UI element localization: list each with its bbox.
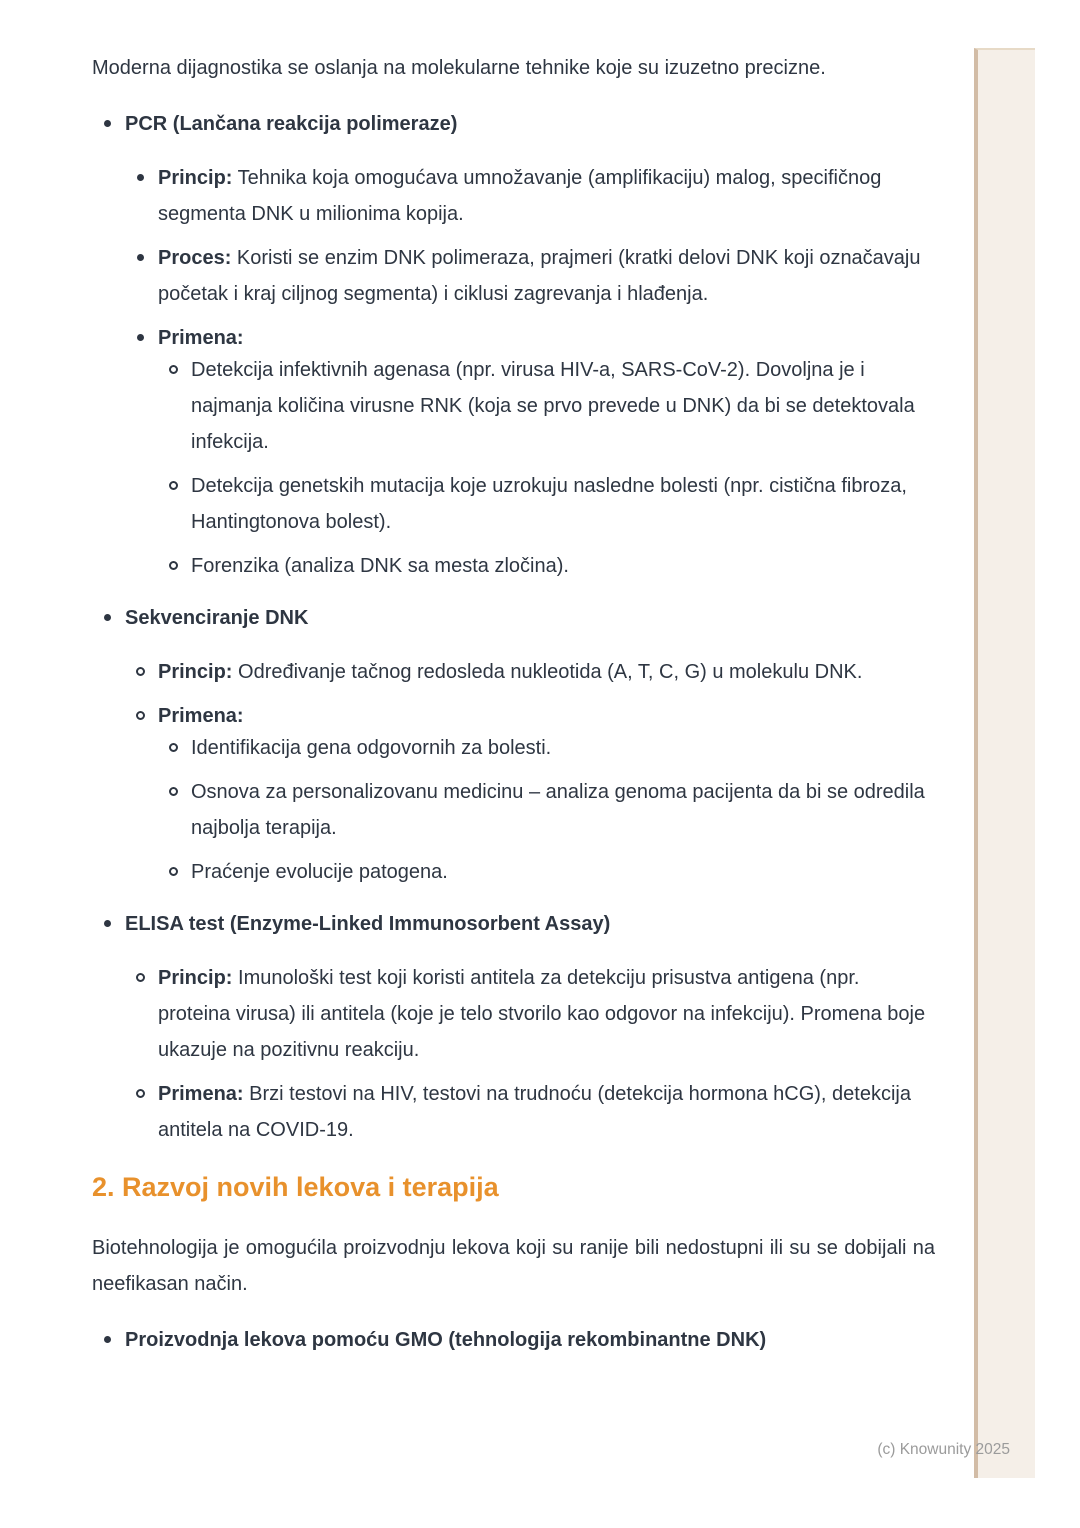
pcr-proces-item [125, 240, 935, 312]
primena-text: Brzi testovi na HIV, testovi na trudnoću (detekcija hormona hCG), detekcija antitela na COVID-19. [158, 1083, 911, 1141]
biotech-paragraph: Biotehnologija je omogućila proizvodnju lekova koji su ranije bili nedostupni ili su se dobijali na neefikasan način. [92, 1237, 935, 1295]
footer-copyright: (c) Knowunity 2025 [877, 1441, 1010, 1458]
princip-label: Princip: [158, 967, 233, 989]
pcr-primena-item-3: Forenzika (analiza DNK sa mesta zločina). [158, 548, 935, 584]
gmo-title: Proizvodnja lekova pomoću GMO (tehnologija rekombinantne DNK) [125, 1329, 767, 1351]
sekvenciranje-princip-item [125, 654, 935, 690]
princip-text: Tehnika koja omogućava umnožavanje (amplifikaciju) malog, specifičnog segmenta DNK u milionima kopija. [158, 167, 882, 225]
princip-text: Određivanje tačnog redosleda nukleotida (A, T, C, G) u molekulu DNK. [232, 661, 863, 683]
elisa-primena-item [125, 1076, 935, 1148]
sekvenciranje-primena-item-2: Osnova za personalizovanu medicinu – analiza genoma pacijenta da bi se odredila najbolja terapija. [158, 774, 935, 846]
pcr-primena-sublist [158, 352, 935, 584]
princip-text: Imunološki test koji koristi antitela za detekciju prisustva antigena (npr. proteina virusa) ili antitela (koje je telo stvorilo kao odgovor na infekciju). Promena boje ukazuje na pozitivnu reakciju. [158, 967, 926, 1061]
sekvenciranje-primena-item-1: Identifikacija gena odgovornih za bolesti. [158, 730, 935, 766]
primena-label: Primena: [158, 327, 244, 349]
elisa-sublist [125, 960, 935, 1148]
primena-label: Primena: [158, 1083, 244, 1105]
section2-list [92, 1322, 935, 1358]
sekvenciranje-primena-sublist [158, 730, 935, 890]
section-heading: 2. Razvoj novih lekova i terapija [92, 1172, 499, 1202]
proces-text: Koristi se enzim DNK polimeraza, prajmeri (kratki delovi DNK koji označavaju početak i kraj ciljnog segmenta) i ciklusi zagrevanja i hlađenja. [158, 247, 921, 305]
proces-label: Proces: [158, 247, 232, 269]
intro-paragraph: Moderna dijagnostika se oslanja na molekularne tehnike koje su izuzetno precizne. [92, 57, 826, 79]
pcr-princip-item [125, 160, 935, 232]
list-item-elisa [92, 906, 935, 1148]
sekvenciranje-primena-item [125, 698, 935, 890]
pcr-title: PCR (Lančana reakcija polimeraze) [125, 113, 458, 135]
elisa-princip-item [125, 960, 935, 1068]
list-item-pcr [92, 106, 935, 584]
pcr-primena-item-1: Detekcija infektivnih agenasa (npr. virusa HIV-a, SARS-CoV-2). Dovoljna je i najmanja količina virusne RNK (koja se prvo prevede u DNK) da bi se detektovala infekcija. [158, 352, 935, 460]
pcr-primena-item [125, 320, 935, 584]
princip-label: Princip: [158, 661, 233, 683]
techniques-list [92, 106, 935, 1148]
elisa-title: ELISA test (Enzyme-Linked Immunosorbent Assay) [125, 913, 611, 935]
pcr-sublist [125, 160, 935, 584]
sekvenciranje-sublist [125, 654, 935, 890]
next-page-edge [974, 48, 1035, 1478]
sekvenciranje-primena-item-3: Praćenje evolucije patogena. [158, 854, 935, 890]
princip-label: Princip: [158, 167, 233, 189]
sekvenciranje-title: Sekvenciranje DNK [125, 607, 309, 629]
document-content [92, 50, 935, 1374]
list-item-sekvenciranje [92, 600, 935, 890]
pcr-primena-item-2: Detekcija genetskih mutacija koje uzrokuju nasledne bolesti (npr. cistična fibroza, Hantingtonova bolest). [158, 468, 935, 540]
primena-label: Primena: [158, 705, 244, 727]
list-item-gmo [92, 1322, 935, 1358]
